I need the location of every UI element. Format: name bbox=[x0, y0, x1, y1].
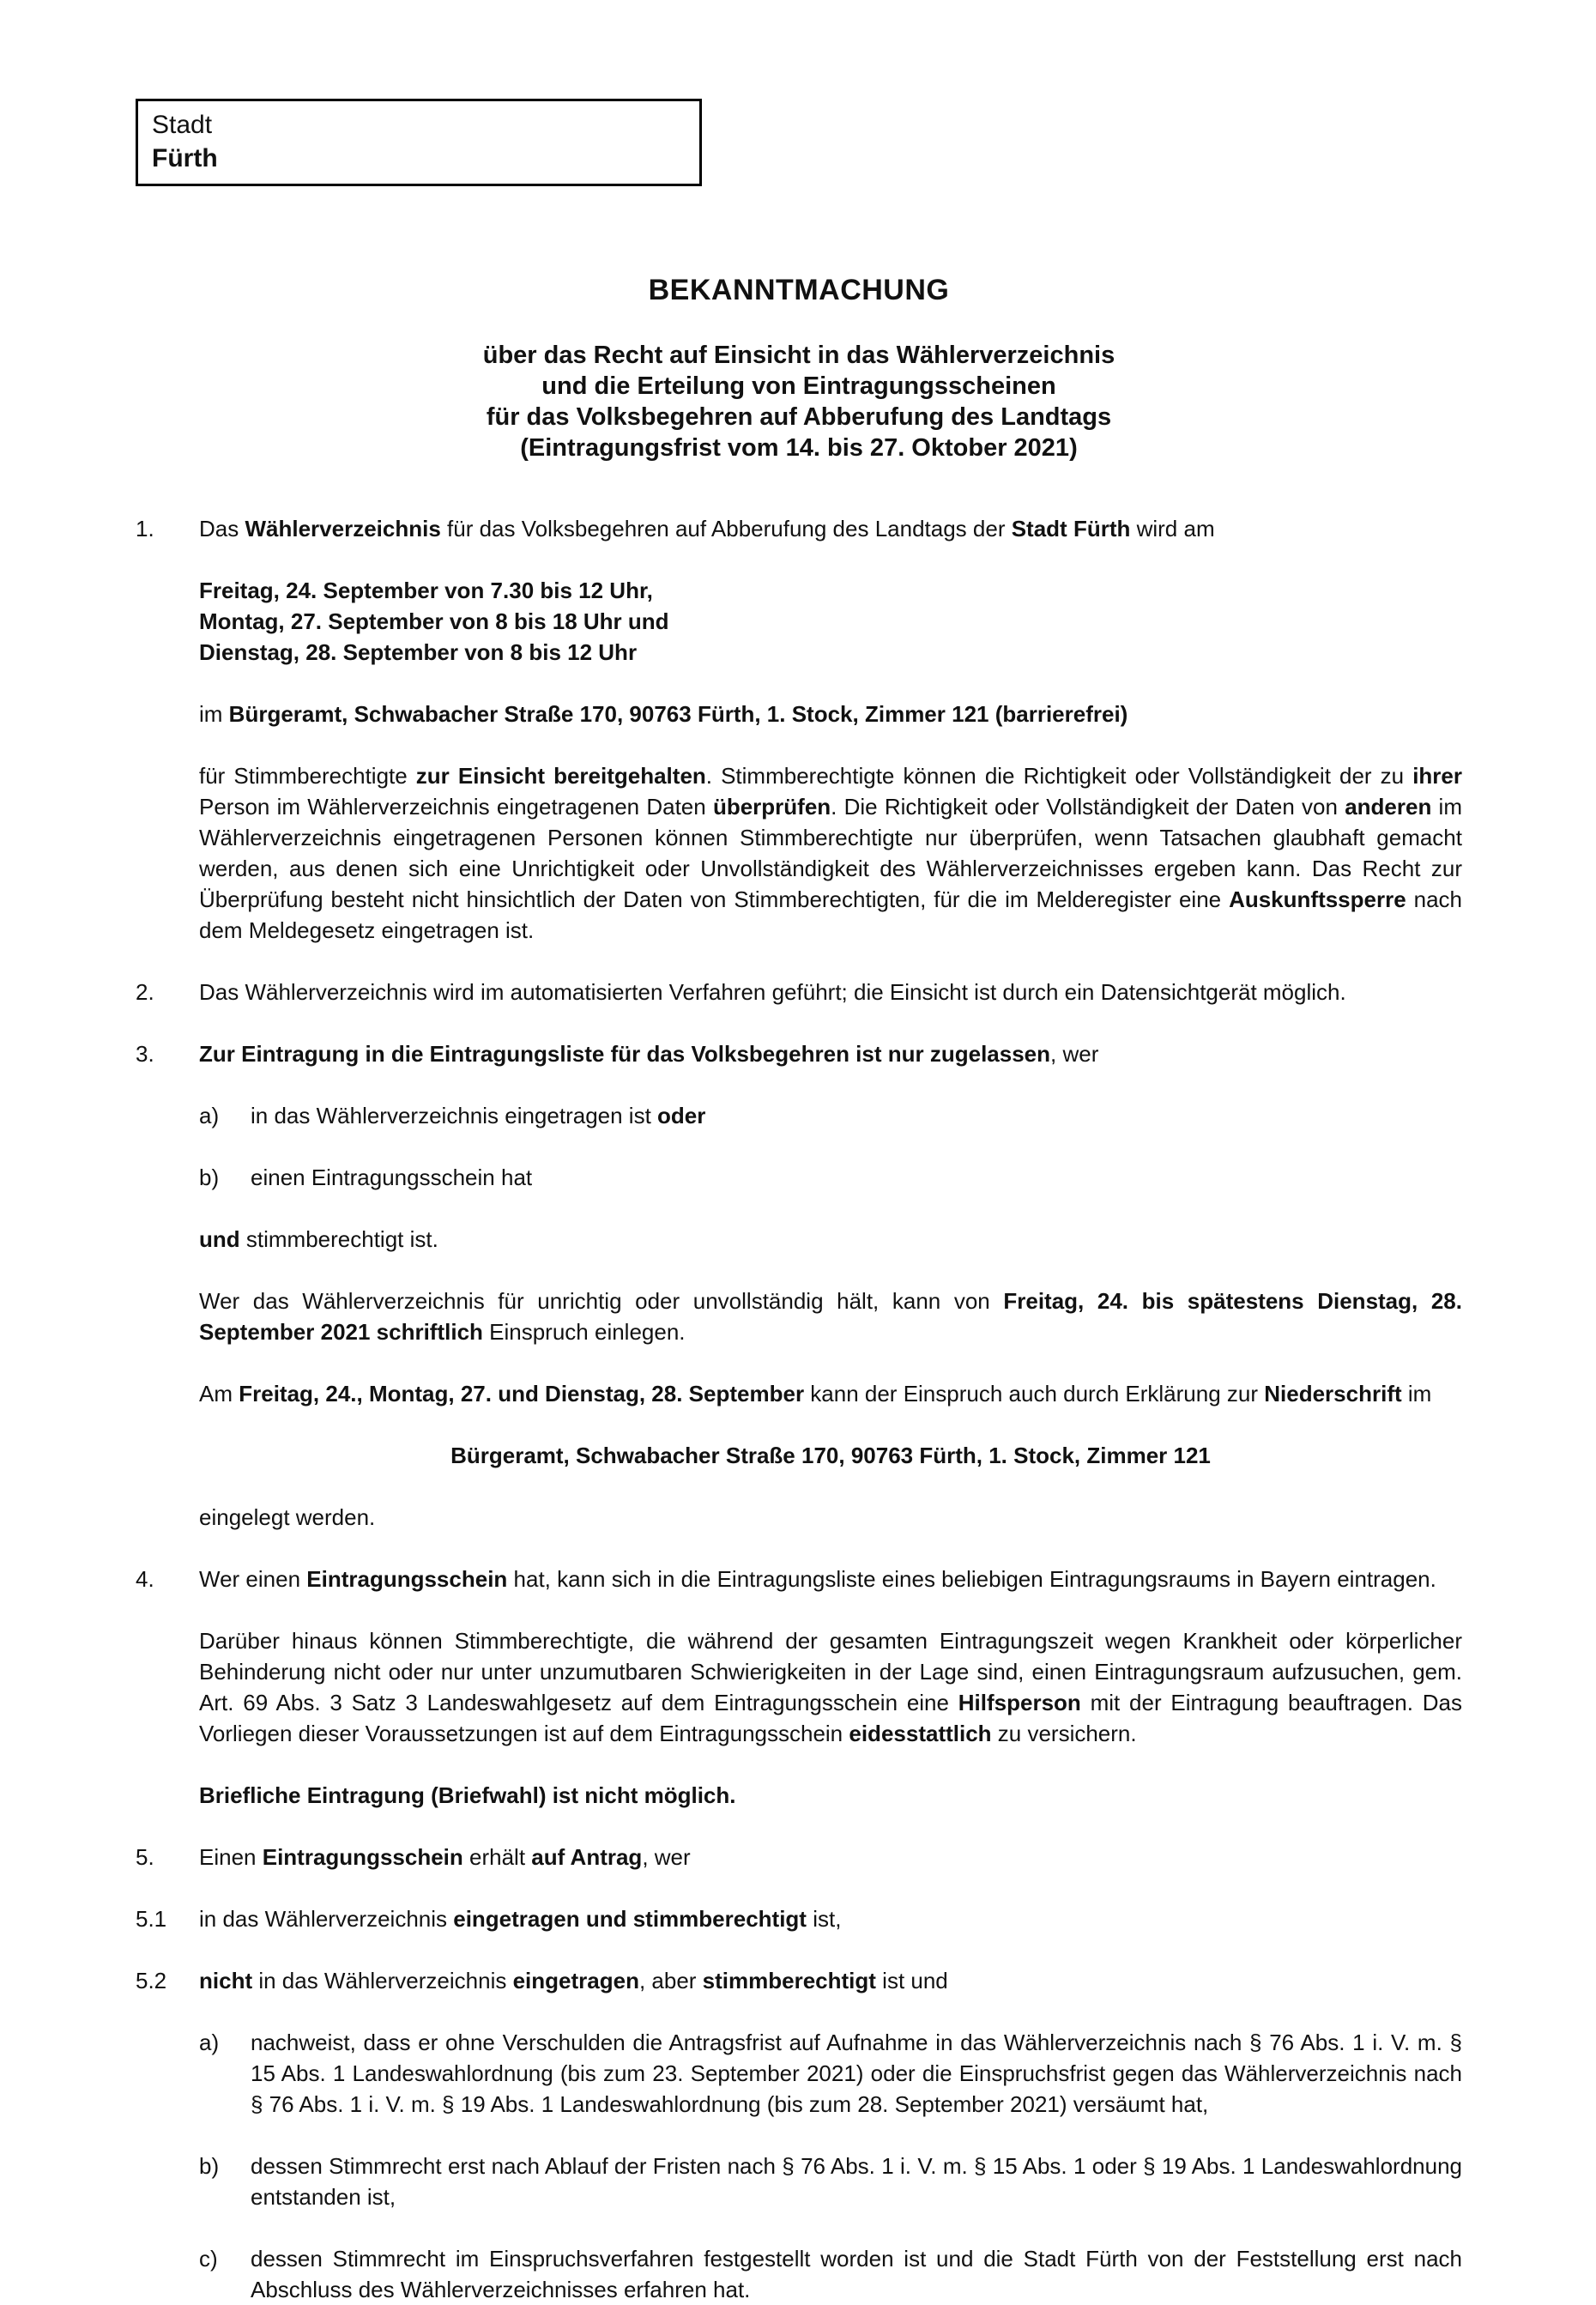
list-text: Einen Eintragungsschein erhält auf Antrag, wer bbox=[199, 1844, 691, 1870]
paragraph-hilfsperson: Darüber hinaus können Stimmberechtigte, die während der gesamten Eintragungszeit wegen Krankheit oder körperlicher Behinderung nicht oder nur unter unzumutbaren Schwierigkeiten in der Lage sind, einen Eintragungsraum aufzusuchen, gem. Art. 69 Abs. 3 Satz 3 Landeswahlgesetz auf dem Eintragungsschein eine Hilfsperson mit der Eintragung beauftragen. Das Vorliegen dieser Voraussetzungen ist auf dem Eintragungsschein eidesstattlich zu versichern. bbox=[199, 1628, 1462, 1746]
list-text: in das Wählerverzeichnis eingetragen und stimmberechtigt ist, bbox=[199, 1906, 842, 1932]
sub-item-text: in das Wählerverzeichnis eingetragen ist oder bbox=[251, 1103, 706, 1128]
list-number: 5.2 bbox=[136, 1968, 167, 1993]
list-number: 4. bbox=[136, 1566, 154, 1592]
list-text: Zur Eintragung in die Eintragungsliste für das Volksbegehren ist nur zugelassen, wer bbox=[199, 1041, 1099, 1067]
list-text: nicht in das Wählerverzeichnis eingetragen, aber stimmberechtigt ist und bbox=[199, 1968, 948, 1993]
list-text: Wer einen Eintragungsschein hat, kann sich in die Eintragungsliste eines beliebigen Eintragungsraums in Bayern eintragen. bbox=[199, 1566, 1436, 1592]
list-number: 1. bbox=[136, 516, 154, 541]
list-item-5-1 bbox=[136, 1903, 1462, 1934]
sub-item-3b bbox=[199, 1162, 1462, 1193]
city-logo-box bbox=[136, 99, 702, 186]
sub-item-letter: b) bbox=[199, 1165, 220, 1190]
subtitle bbox=[136, 340, 1462, 463]
sub-item-text: einen Eintragungsschein hat bbox=[251, 1165, 533, 1190]
list-number: 3. bbox=[136, 1041, 154, 1067]
logo-text-stadt: Stadt bbox=[152, 111, 213, 139]
subtitle-line-2: und die Erteilung von Eintragungsscheinen bbox=[541, 372, 1056, 400]
sub-item-5-2a bbox=[199, 2027, 1462, 2120]
paragraph-no-postal-entry: Briefliche Eintragung (Briefwahl) ist nicht möglich. bbox=[199, 1782, 736, 1808]
list-item-3 bbox=[136, 1038, 1462, 1069]
paragraph-viewing-location: im Bürgeramt, Schwabacher Straße 170, 90763 Fürth, 1. Stock, Zimmer 121 (barrierefrei) bbox=[199, 701, 1128, 727]
paragraph-objection-declaration: Am Freitag, 24., Montag, 27. und Dienstag, 28. September kann der Einspruch auch durch Erklärung zur Niederschrift im bbox=[199, 1381, 1432, 1407]
sub-item-5-2c bbox=[199, 2243, 1462, 2305]
list-item-5 bbox=[136, 1842, 1462, 1872]
list-number: 5. bbox=[136, 1844, 154, 1870]
subtitle-line-4: (Eintragungsfrist vom 14. bis 27. Oktober 2021) bbox=[520, 434, 1078, 462]
document-body bbox=[136, 513, 1462, 2305]
paragraph-objection-deadline: Wer das Wählerverzeichnis für unrichtig oder unvollständig hält, kann von Freitag, 24. bis spätestens Dienstag, 28. September 2021 schriftlich Einspruch einlegen. bbox=[199, 1288, 1462, 1345]
list-item-1 bbox=[136, 513, 1462, 544]
address-line: Bürgeramt, Schwabacher Straße 170, 90763 Fürth, 1. Stock, Zimmer 121 bbox=[450, 1443, 1211, 1468]
paragraph-und-stimmberechtigt: und stimmberechtigt ist. bbox=[199, 1226, 438, 1252]
paragraph-viewing-times: Freitag, 24. September von 7.30 bis 12 Uhr, Montag, 27. September von 8 bis 18 Uhr und Dienstag, 28. September von 8 bis 12 Uhr bbox=[199, 578, 669, 665]
sub-item-3a bbox=[199, 1100, 1462, 1131]
sub-item-letter: a) bbox=[199, 2030, 220, 2055]
sub-item-text: dessen Stimmrecht im Einspruchsverfahren festgestellt worden ist und die Stadt Fürth von der Feststellung erst nach Abschluss des Wählerverzeichnisses erfahren hat. bbox=[251, 2246, 1462, 2302]
sub-item-5-2b bbox=[199, 2151, 1462, 2212]
sub-item-letter: a) bbox=[199, 1103, 220, 1128]
page-title: BEKANNTMACHUNG bbox=[648, 274, 950, 306]
list-number: 2. bbox=[136, 979, 154, 1005]
subtitle-line-1: über das Recht auf Einsicht in das Wählerverzeichnis bbox=[482, 342, 1115, 369]
list-number: 5.1 bbox=[136, 1906, 167, 1932]
list-item-2 bbox=[136, 977, 1462, 1007]
sub-item-letter: b) bbox=[199, 2153, 220, 2179]
list-text: Das Wählerverzeichnis für das Volksbegehren auf Abberufung des Landtags der Stadt Fürth wird am bbox=[199, 516, 1215, 541]
logo-text-fuerth: Fürth bbox=[152, 144, 218, 172]
list-item-5-2 bbox=[136, 1965, 1462, 1996]
sub-item-text: nachweist, dass er ohne Verschulden die Antragsfrist auf Aufnahme in das Wählerverzeichnis nach § 76 Abs. 1 i. V. m. § 15 Abs. 1 Landeswahlordnung (bis zum 23. September 2021) oder die Einspruchsfrist gegen das Wählerverzeichnis nach § 76 Abs. 1 i. V. m. § 19 Abs. 1 Landeswahlordnung (bis zum 28. September 2021) versäumt hat, bbox=[251, 2030, 1462, 2117]
paragraph-inspection-rights: für Stimmberechtigte zur Einsicht bereitgehalten. Stimmberechtigte können die Richtigkeit oder Vollständigkeit der zu ihrer Person im Wählerverzeichnis eingetragenen Daten überprüfen. Die Richtigkeit oder Vollständigkeit der Daten von anderen im Wählerverzeichnis eingetragenen Personen können Stimmberechtigte nur überprüfen, wenn Tatsachen glaubhaft gemacht werden, aus denen sich eine Unrichtigkeit oder Unvollständigkeit des Wählerverzeichnisses ergeben kann. Das Recht zur Überprüfung besteht nicht hinsichtlich der Daten von Stimmberechtigten, für die im Melderegister eine Auskunftssperre nach dem Meldegesetz eingetragen ist. bbox=[199, 763, 1463, 943]
subtitle-line-3: für das Volksbegehren auf Abberufung des Landtags bbox=[486, 403, 1112, 431]
sub-item-text: dessen Stimmrecht erst nach Ablauf der Fristen nach § 76 Abs. 1 i. V. m. § 15 Abs. 1 oder § 19 Abs. 1 Landeswahlordnung entstanden ist, bbox=[251, 2153, 1462, 2210]
list-item-4 bbox=[136, 1564, 1462, 1594]
sub-item-letter: c) bbox=[199, 2246, 218, 2272]
list-text: Das Wählerverzeichnis wird im automatisierten Verfahren geführt; die Einsicht ist durch ein Datensichtgerät möglich. bbox=[199, 979, 1346, 1005]
paragraph-eingelegt-werden: eingelegt werden. bbox=[199, 1504, 376, 1530]
